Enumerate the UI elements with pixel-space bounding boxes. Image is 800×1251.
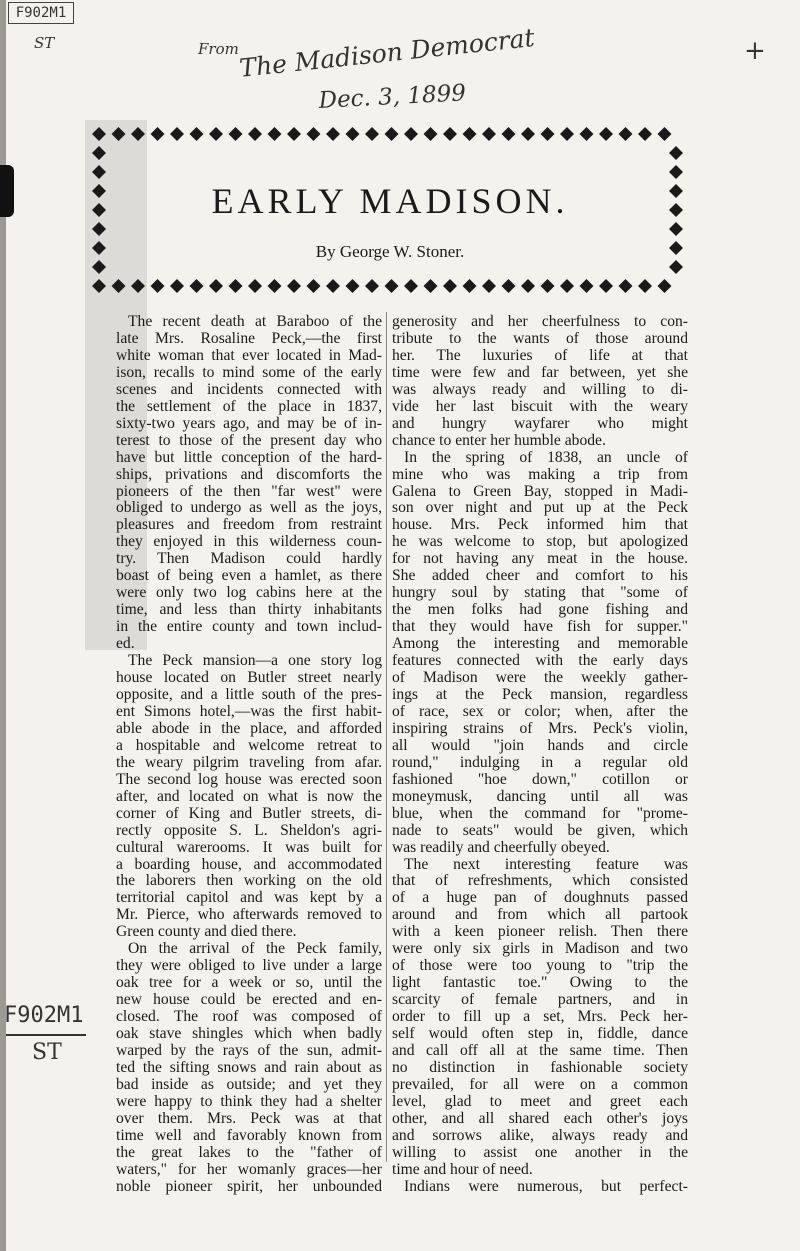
text-line: vide her last biscuit with the weary bbox=[392, 398, 688, 415]
text-line: and call off all at the same time. Then bbox=[392, 1042, 688, 1059]
text-line: ison, recalls to mind some of the early bbox=[116, 364, 382, 381]
text-line: Green county and died there. bbox=[116, 924, 297, 941]
ornament-diamond bbox=[502, 127, 516, 141]
side-code-rule bbox=[6, 1034, 86, 1036]
text-line: he was welcome to stop, but apologized bbox=[392, 534, 688, 551]
text-line: Indians were numerous, but perfect- bbox=[404, 1178, 688, 1195]
ornament-diamond bbox=[560, 127, 574, 141]
text-line: closed. The roof was composed of bbox=[116, 1009, 382, 1026]
ornament-diamond bbox=[658, 127, 672, 141]
text-line: warped by the rays of the sun, admit- bbox=[116, 1042, 382, 1059]
ornament-diamond bbox=[268, 279, 282, 293]
ornament-diamond bbox=[463, 279, 477, 293]
text-line: mine who was making a trip from bbox=[392, 466, 688, 483]
ornament-diamond bbox=[92, 165, 106, 179]
ornament-diamond bbox=[443, 279, 457, 293]
text-line: around and from which all partook bbox=[392, 907, 688, 924]
ornament-diamond bbox=[170, 127, 184, 141]
ornament-diamond bbox=[170, 279, 184, 293]
ornament-diamond bbox=[248, 127, 262, 141]
text-line: chance to enter her humble abode. bbox=[392, 432, 606, 449]
ornament-diamond bbox=[482, 279, 496, 293]
text-line: time, and less than thirty inhabitants bbox=[116, 602, 382, 619]
text-line: the settlement of the place in 1837, bbox=[116, 398, 382, 415]
ornament-diamond bbox=[424, 279, 438, 293]
ornament-diamond bbox=[209, 279, 223, 293]
ornament-diamond bbox=[619, 279, 633, 293]
text-line: Galena to Green Bay, stopped in Madi- bbox=[392, 483, 688, 500]
text-line: generosity and her cheerfulness to con- bbox=[392, 314, 688, 330]
text-line: ings at the Peck mansion, regardless bbox=[392, 686, 688, 703]
ornament-diamond bbox=[599, 127, 613, 141]
side-archive-sub: ST bbox=[32, 1040, 62, 1065]
text-line: She added cheer and comfort to his bbox=[392, 568, 688, 585]
side-archive-code: F902M1 bbox=[4, 1003, 84, 1028]
text-line: nade to seats" would be given, which bbox=[392, 822, 688, 839]
ornament-diamond bbox=[112, 279, 126, 293]
archive-code-stamp: F902M1 bbox=[8, 2, 74, 24]
ornament-diamond bbox=[580, 279, 594, 293]
article-title: EARLY MADISON. bbox=[211, 181, 569, 221]
text-line: that they would have fish for supper." bbox=[392, 619, 688, 636]
text-line: Among the interesting and memorable bbox=[392, 636, 688, 653]
text-line: were only two log cabins here at the bbox=[116, 585, 382, 602]
ornament-diamond bbox=[92, 203, 106, 217]
text-line: ships, privations and discomforts the bbox=[116, 466, 382, 483]
ornament-diamond bbox=[307, 127, 321, 141]
text-line: a boarding house, and accommodated bbox=[116, 856, 382, 873]
ornament-diamond bbox=[443, 127, 457, 141]
text-line: boast of being even a hamlet, as there bbox=[116, 568, 382, 585]
ornament-diamond bbox=[580, 127, 594, 141]
text-line: prevailed, for all were on a common bbox=[392, 1076, 688, 1093]
ornament-diamond bbox=[92, 279, 106, 293]
text-line: with a keen pioneer relish. Then there bbox=[392, 924, 688, 941]
article-column-right bbox=[392, 314, 688, 1196]
ornament-diamond bbox=[365, 127, 379, 141]
article-byline: By George W. Stoner. bbox=[315, 242, 465, 261]
ornament-diamond bbox=[151, 279, 165, 293]
text-line: sixty-two years ago, and may be of in- bbox=[116, 415, 382, 432]
ornament-diamond bbox=[112, 127, 126, 141]
plus-mark: + bbox=[744, 36, 766, 66]
text-line: pioneers of the then "far west" were bbox=[116, 483, 382, 500]
text-line: scarcity of female partners, and in bbox=[392, 992, 688, 1009]
ornament-diamond bbox=[385, 279, 399, 293]
text-line: fashioned "hoe down," cotillon or bbox=[392, 771, 688, 788]
text-line: round," indulging in a regular old bbox=[392, 754, 688, 771]
ornament-diamond bbox=[229, 127, 243, 141]
text-line: over them. Mrs. Peck was at that bbox=[116, 1110, 382, 1127]
article-column-left bbox=[116, 314, 382, 1196]
text-line: moneymusk, dancing until all was bbox=[392, 788, 688, 805]
ornament-diamond bbox=[92, 260, 106, 274]
text-line: was readily and cheerfully obeyed. bbox=[392, 839, 610, 856]
text-line: they were obliged to live under a large bbox=[116, 958, 382, 975]
text-line: try. Then Madison could hardly bbox=[116, 551, 382, 568]
ornament-diamond bbox=[669, 165, 683, 179]
text-line: The recent death at Baraboo of the bbox=[128, 314, 382, 330]
ornament-diamond bbox=[669, 222, 683, 236]
archive-code-sub: ST bbox=[34, 34, 55, 52]
text-line: time were few and far between, yet she bbox=[392, 364, 688, 381]
text-line: light fantastic toe." Owing to the bbox=[392, 975, 688, 992]
handwriting-date: Dec. 3, 1899 bbox=[318, 80, 467, 114]
text-line: of a huge pan of doughnuts passed bbox=[392, 890, 688, 907]
text-line: of Madison were the weekly gather- bbox=[392, 670, 688, 687]
text-line: terest to those of the present day who bbox=[116, 432, 382, 449]
text-line: they enjoyed in this wilderness coun- bbox=[116, 534, 382, 551]
ornament-diamond bbox=[560, 279, 574, 293]
ornament-diamond bbox=[229, 279, 243, 293]
ornament-diamond bbox=[463, 127, 477, 141]
ornament-diamond bbox=[541, 279, 555, 293]
text-line: obliged to undergo as well as the joys, bbox=[116, 500, 382, 517]
text-line: of race, sex or color; when, after the bbox=[392, 703, 688, 720]
text-line: ted the sifting snows and rain about as bbox=[116, 1059, 382, 1076]
text-line: a hospitable and welcome retreat to bbox=[116, 737, 382, 754]
text-line: her. The luxuries of life at that bbox=[392, 347, 688, 364]
text-line: ed. bbox=[116, 636, 135, 653]
text-line: corner of King and Butler streets, di- bbox=[116, 805, 382, 822]
text-line: tribute to the wants of those around bbox=[392, 330, 688, 347]
text-line: Mr. Pierce, who afterwards removed to bbox=[116, 907, 382, 924]
ornament-diamond bbox=[287, 279, 301, 293]
ornament-diamond bbox=[669, 184, 683, 198]
ornament-diamond bbox=[658, 279, 672, 293]
text-line: all would "join hands and circle bbox=[392, 737, 688, 754]
text-line: bad inside as outside; and yet they bbox=[116, 1076, 382, 1093]
text-line: after, and located on what is now the bbox=[116, 788, 382, 805]
text-line: house. Mrs. Peck informed him that bbox=[392, 517, 688, 534]
text-line: scenes and incidents connected with bbox=[116, 381, 382, 398]
ornament-diamond bbox=[92, 184, 106, 198]
text-line: other, and all shared each other's joys bbox=[392, 1110, 688, 1127]
text-line: On the arrival of the Peck family, bbox=[128, 941, 382, 958]
ornament-diamond bbox=[669, 146, 683, 160]
text-line: features connected with the early days bbox=[392, 653, 688, 670]
text-line: inspiring strains of Mrs. Peck's violin, bbox=[392, 720, 688, 737]
text-line: The Peck mansion—a one story log bbox=[128, 653, 382, 670]
text-line: level, glad to meet and greet each bbox=[392, 1093, 688, 1110]
text-line: house located on Butler street nearly bbox=[116, 670, 382, 687]
ornament-diamond bbox=[248, 279, 262, 293]
text-line: the laborers then working on the old bbox=[116, 873, 382, 890]
handwriting-source: The Madison Democrat bbox=[238, 23, 536, 83]
text-line: the weary pilgrim traveling from afar. bbox=[116, 754, 382, 771]
text-line: were only six girls in Madison and two bbox=[392, 941, 688, 958]
text-line: self would often step in, fiddle, dance bbox=[392, 1026, 688, 1043]
ornament-diamond bbox=[190, 127, 204, 141]
text-line: have but little conception of the hard- bbox=[116, 449, 382, 466]
text-line: territorial capitol and was kept by a bbox=[116, 890, 382, 907]
text-line: oak stave shingles which when badly bbox=[116, 1026, 382, 1043]
text-line: pleasures and freedom from restraint bbox=[116, 517, 382, 534]
ornament-diamond bbox=[326, 127, 340, 141]
text-line: opposite, and a little south of the pres- bbox=[116, 686, 382, 703]
text-line: and sorrows alike, always ready and bbox=[392, 1127, 688, 1144]
text-line: hungry soul by stating that "some of bbox=[392, 585, 688, 602]
text-line: and hungry wayfarer who might bbox=[392, 415, 688, 432]
ornament-diamond bbox=[424, 127, 438, 141]
ornament-diamond bbox=[287, 127, 301, 141]
ornament-diamond bbox=[190, 279, 204, 293]
ornament-diamond bbox=[92, 127, 106, 141]
ornament-diamond bbox=[638, 127, 652, 141]
ornament-diamond bbox=[482, 127, 496, 141]
column-divider bbox=[386, 312, 387, 1162]
ornament-diamond bbox=[209, 127, 223, 141]
ornament-diamond bbox=[346, 279, 360, 293]
text-line: no distinction in fashionable society bbox=[392, 1059, 688, 1076]
ornament-diamond bbox=[346, 127, 360, 141]
scan-edge-blot bbox=[0, 165, 14, 217]
text-line: rectly opposite S. L. Sheldon's agri- bbox=[116, 822, 382, 839]
text-line: were happy to think they had a shelter bbox=[116, 1093, 382, 1110]
text-line: time and hour of need. bbox=[392, 1161, 533, 1178]
text-line: order to fill up a set, Mrs. Peck her- bbox=[392, 1009, 688, 1026]
text-line: able abode in the place, and afforded bbox=[116, 720, 382, 737]
text-line: ent Simons hotel,—was the first habit- bbox=[116, 703, 382, 720]
text-line: for not having any meat in the house. bbox=[392, 551, 688, 568]
ornament-diamond bbox=[404, 127, 418, 141]
text-line: The next interesting feature was bbox=[404, 856, 688, 873]
text-line: the men folks had gone fishing and bbox=[392, 602, 688, 619]
ornament-diamond bbox=[404, 279, 418, 293]
text-line: white woman that ever located in Mad- bbox=[116, 347, 382, 364]
ornament-diamond bbox=[541, 127, 555, 141]
ornament-diamond bbox=[131, 279, 145, 293]
ornament-diamond bbox=[92, 222, 106, 236]
ornament-diamond bbox=[669, 203, 683, 217]
text-line: of those were too young to "trip the bbox=[392, 958, 688, 975]
ornament-diamond bbox=[599, 279, 613, 293]
text-line: willing to assist one another in the bbox=[392, 1144, 688, 1161]
ornament-diamond bbox=[326, 279, 340, 293]
ornament-diamond bbox=[307, 279, 321, 293]
ornament-diamond bbox=[268, 127, 282, 141]
text-line: waters," for her womanly graces—her bbox=[116, 1161, 382, 1178]
text-line: in the entire county and town includ- bbox=[116, 619, 382, 636]
ornament-diamond bbox=[151, 127, 165, 141]
text-line: time well and favorably known from bbox=[116, 1127, 382, 1144]
text-line: the great lakes to the "father of bbox=[116, 1144, 382, 1161]
text-line: The second log house was erected soon bbox=[116, 771, 382, 788]
ornament-diamond bbox=[385, 127, 399, 141]
ornament-diamond bbox=[619, 127, 633, 141]
ornament-diamond bbox=[365, 279, 379, 293]
text-line: In the spring of 1838, an uncle of bbox=[404, 449, 688, 466]
text-line: was always ready and willing to di- bbox=[392, 381, 688, 398]
ornament-diamond bbox=[669, 260, 683, 274]
ornament-diamond bbox=[638, 279, 652, 293]
text-line: that of refreshments, which consisted bbox=[392, 873, 688, 890]
ornament-diamond bbox=[521, 127, 535, 141]
text-line: late Mrs. Rosaline Peck,—the first bbox=[116, 330, 382, 347]
text-line: cultural warerooms. It was built for bbox=[116, 839, 382, 856]
ornament-diamond bbox=[669, 241, 683, 255]
ornament-diamond bbox=[92, 241, 106, 255]
handwriting-from: From bbox=[198, 40, 239, 58]
text-line: noble pioneer spirit, her unbounded bbox=[116, 1178, 382, 1195]
text-line: oak tree for a week or so, until the bbox=[116, 975, 382, 992]
ornament-diamond bbox=[502, 279, 516, 293]
ornament-diamond bbox=[92, 146, 106, 160]
text-line: new house could be erected and en- bbox=[116, 992, 382, 1009]
text-line: son over night and put up at the Peck bbox=[392, 500, 688, 517]
ornament-diamond bbox=[521, 279, 535, 293]
ornament-diamond bbox=[131, 127, 145, 141]
text-line: blue, when the command for "prome- bbox=[392, 805, 688, 822]
